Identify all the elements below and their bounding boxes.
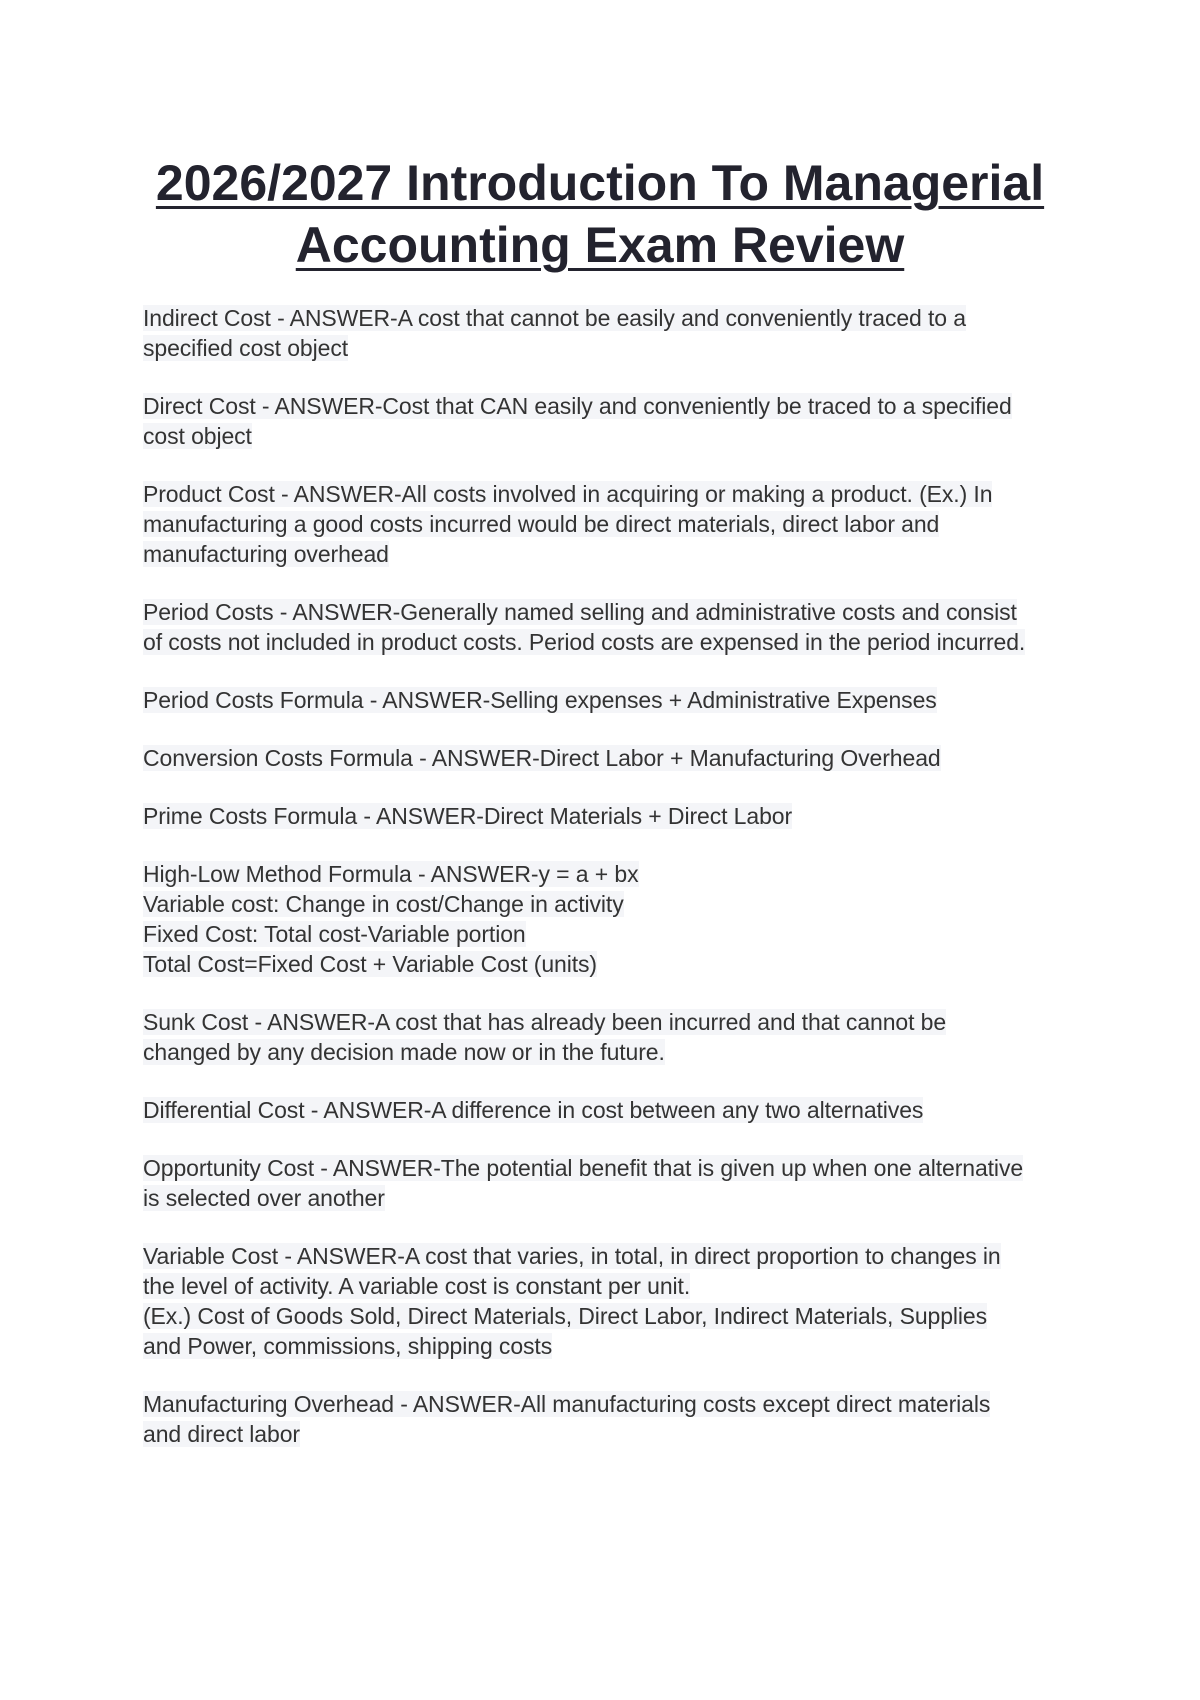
entry-line: (Ex.) Cost of Goods Sold, Direct Materials, Direct Labor, Indirect Materials, Supplies — [143, 1303, 988, 1329]
entry-line: changed by any decision made now or in the future. — [143, 1039, 665, 1065]
entry-variable-cost — [143, 1241, 1083, 1361]
entry-sunk-cost — [143, 1007, 1083, 1067]
entry-line: the level of activity. A variable cost is constant per unit. — [143, 1273, 691, 1299]
entry-line: Period Costs Formula - ANSWER-Selling expenses + Administrative Expenses — [143, 687, 937, 713]
entry-line: is selected over another — [143, 1185, 385, 1211]
entry-line: Variable Cost - ANSWER-A cost that varies, in total, in direct proportion to changes in — [143, 1243, 1001, 1269]
entry-line: manufacturing overhead — [143, 541, 389, 567]
entry-line: High-Low Method Formula - ANSWER-y = a + bx — [143, 861, 639, 887]
entry-period-costs-formula — [143, 685, 1083, 715]
entry-line: Fixed Cost: Total cost-Variable portion — [143, 921, 526, 947]
entry-line: Prime Costs Formula - ANSWER-Direct Materials + Direct Labor — [143, 803, 793, 829]
entry-line: cost object — [143, 423, 252, 449]
entry-prime-costs-formula — [143, 801, 1083, 831]
entry-line: Variable cost: Change in cost/Change in activity — [143, 891, 624, 917]
entry-line: Direct Cost - ANSWER-Cost that CAN easily and conveniently be traced to a specified — [143, 393, 1012, 419]
entry-line: and direct labor — [143, 1421, 300, 1447]
entry-high-low-method — [143, 859, 1083, 979]
title-line-2: Accounting Exam Review — [295, 217, 905, 273]
entry-indirect-cost — [143, 303, 1083, 363]
entry-line: Total Cost=Fixed Cost + Variable Cost (units) — [143, 951, 597, 977]
entry-line: Opportunity Cost - ANSWER-The potential benefit that is given up when one alternative — [143, 1155, 1024, 1181]
entry-line: Product Cost - ANSWER-All costs involved in acquiring or making a product. (Ex.) In — [143, 481, 993, 507]
entry-line: Sunk Cost - ANSWER-A cost that has already been incurred and that cannot be — [143, 1009, 947, 1035]
entry-line: Conversion Costs Formula - ANSWER-Direct Labor + Manufacturing Overhead — [143, 745, 941, 771]
entry-line: of costs not included in product costs. Period costs are expensed in the period incurred. — [143, 629, 1026, 655]
page-title — [100, 152, 1100, 276]
entry-line: Indirect Cost - ANSWER-A cost that cannot be easily and conveniently traced to a — [143, 305, 966, 331]
entry-manufacturing-overhead — [143, 1389, 1083, 1449]
entry-direct-cost — [143, 391, 1083, 451]
entry-line: specified cost object — [143, 335, 349, 361]
entry-line: Period Costs - ANSWER-Generally named selling and administrative costs and consist — [143, 599, 1017, 625]
flashcard-list — [143, 303, 1083, 1477]
entry-line: Manufacturing Overhead - ANSWER-All manufacturing costs except direct materials — [143, 1391, 991, 1417]
entry-differential-cost — [143, 1095, 1083, 1125]
entry-conversion-costs-formula — [143, 743, 1083, 773]
entry-opportunity-cost — [143, 1153, 1083, 1213]
title-line-1: 2026/2027 Introduction To Managerial — [155, 155, 1045, 211]
entry-product-cost — [143, 479, 1083, 569]
entry-line: and Power, commissions, shipping costs — [143, 1333, 553, 1359]
entry-line: Differential Cost - ANSWER-A difference in cost between any two alternatives — [143, 1097, 924, 1123]
entry-line: manufacturing a good costs incurred would be direct materials, direct labor and — [143, 511, 940, 537]
entry-period-costs — [143, 597, 1083, 657]
